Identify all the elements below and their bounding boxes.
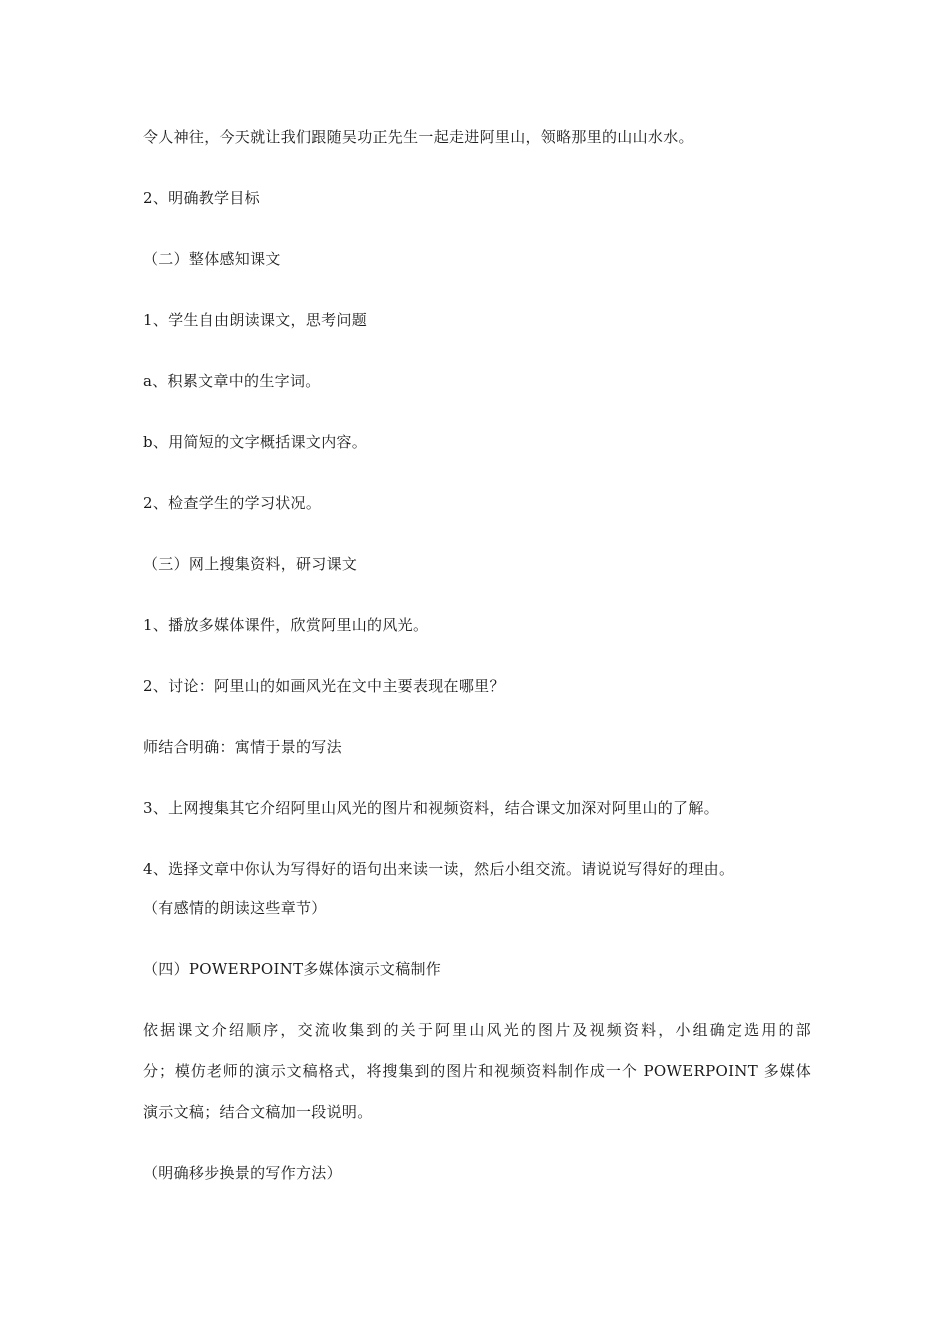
method-note: （明确移步换景的写作方法）: [143, 1164, 342, 1182]
step-select-sentences-note: （有感情的朗读这些章节）: [143, 899, 327, 917]
section-heading-2: （二）整体感知课文: [143, 250, 281, 268]
section-heading-3: （三）网上搜集资料，研习课文: [143, 555, 358, 573]
paragraph-ppt-line-1: 依据课文介绍顺序，交流收集到的关于阿里山风光的图片及视频资料，小组确定选用的部: [143, 1021, 811, 1039]
step-clarify-goals: 2、明确教学目标: [143, 189, 260, 207]
step-discussion: 2、讨论：阿里山的如画风光在文中主要表现在哪里？: [143, 677, 505, 695]
step-search-online: 3、上网搜集其它介绍阿里山风光的图片和视频资料，结合课文加深对阿里山的了解。: [143, 799, 719, 817]
paragraph-ppt-line-2: 分；模仿老师的演示文稿格式，将搜集到的图片和视频资料制作成一个 POWERPOINT 多媒体: [143, 1062, 811, 1080]
sub-item-b: b、用简短的文字概括课文内容。: [143, 433, 368, 451]
step-free-reading: 1、学生自由朗读课文，思考问题: [143, 311, 368, 329]
teacher-summary: 师结合明确：寓情于景的写法: [143, 738, 342, 756]
document-page: [143, 0, 811, 1344]
paragraph-intro: 令人神往，今天就让我们跟随吴功正先生一起走进阿里山，领略那里的山山水水。: [143, 128, 694, 146]
step-play-multimedia: 1、播放多媒体课件，欣赏阿里山的风光。: [143, 616, 429, 634]
paragraph-ppt-line-3: 演示文稿；结合文稿加一段说明。: [143, 1103, 373, 1121]
step-check-status: 2、检查学生的学习状况。: [143, 494, 322, 512]
sub-item-a: a、积累文章中的生字词。: [143, 372, 321, 390]
section-heading-4: （四）POWERPOINT多媒体演示文稿制作: [143, 960, 442, 978]
step-select-sentences: 4、选择文章中你认为写得好的语句出来读一读，然后小组交流。请说说写得好的理由。: [143, 860, 735, 878]
